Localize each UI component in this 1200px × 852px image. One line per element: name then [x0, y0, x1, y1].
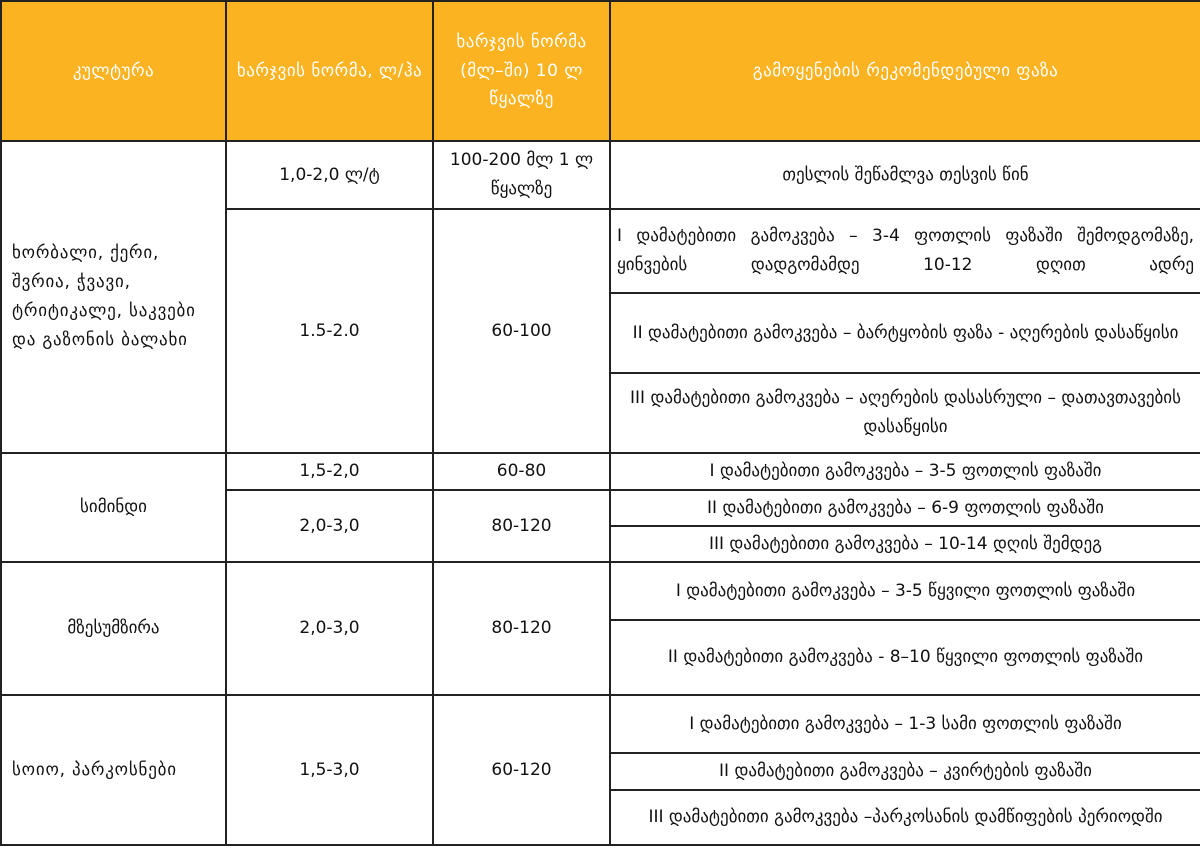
header-phase: გამოყენების რეკომენდებული ფაზა	[610, 1, 1200, 141]
rate-ml-cell: 60-100	[433, 209, 610, 453]
rate-l-ha-cell: 1,5-2,0	[226, 453, 433, 490]
rate-ml-cell: 80-120	[433, 490, 610, 562]
table-row	[1, 453, 1200, 490]
header-rate-l-ha: ხარჯვის ნორმა, ლ/ჰა	[226, 1, 433, 141]
phase-cell: II დამატებითი გამოკვება – კვირტების ფაზაში	[610, 753, 1200, 790]
phase-cell: თესლის შეწამლვა თესვის წინ	[610, 141, 1200, 209]
header-row	[1, 1, 1200, 141]
header-crop: კულტურა	[1, 1, 226, 141]
crop-cell: სიმინდი	[1, 453, 226, 562]
phase-cell: I დამატებითი გამოკვება – 3-4 ფოთლის ფაზაში შემოდგომაზე, ყინვების დადგომამდე 10-12 დღით ადრე	[610, 209, 1200, 293]
phase-cell: I დამატებითი გამოკვება – 1-3 სამი ფოთლის ფაზაში	[610, 695, 1200, 753]
rate-l-ha-cell: 2,0-3,0	[226, 490, 433, 562]
rate-ml-cell: 60-80	[433, 453, 610, 490]
crop-cell: სოიო, პარკოსნები	[1, 695, 226, 845]
crop-cell: ხორბალი, ქერი, შვრია, ჭვავი, ტრიტიკალე, საკვები და გაზონის ბალახი	[1, 141, 226, 453]
phase-cell: II დამატებითი გამოკვება - 8–10 წყვილი ფოთლის ფაზაში	[610, 620, 1200, 695]
rate-ml-cell: 80-120	[433, 562, 610, 695]
phase-cell: II დამატებითი გამოკვება – 6-9 ფოთლის ფაზაში	[610, 490, 1200, 526]
rate-l-ha-cell: 1.5-2.0	[226, 209, 433, 453]
rate-l-ha-cell: 2,0-3,0	[226, 562, 433, 695]
phase-cell: II დამატებითი გამოკვება – ბარტყობის ფაზა - აღერების დასაწყისი	[610, 293, 1200, 373]
rate-l-ha-cell: 1,5-3,0	[226, 695, 433, 845]
phase-cell: III დამატებითი გამოკვება – 10-14 დღის შემდეგ	[610, 526, 1200, 562]
header-rate-ml-10l: ხარჯვის ნორმა (მლ–ში) 10 ლ წყალზე	[433, 1, 610, 141]
phase-cell: III დამატებითი გამოკვება –პარკოსანის დამწიფების პერიოდში	[610, 790, 1200, 845]
rate-ml-cell: 60-120	[433, 695, 610, 845]
rate-l-ha-cell: 1,0-2,0 ლ/ტ	[226, 141, 433, 209]
phase-cell: I დამატებითი გამოკვება – 3-5 წყვილი ფოთლის ფაზაში	[610, 562, 1200, 620]
table-row	[1, 695, 1200, 753]
phase-cell: I დამატებითი გამოკვება – 3-5 ფოთლის ფაზაში	[610, 453, 1200, 490]
phase-cell: III დამატებითი გამოკვება – აღერების დასასრული – დათავთავების დასაწყისი	[610, 373, 1200, 453]
table-row	[1, 562, 1200, 620]
rate-ml-cell: 100-200 მლ 1 ლ წყალზე	[433, 141, 610, 209]
crop-cell: მზესუმზირა	[1, 562, 226, 695]
table-row	[1, 141, 1200, 209]
